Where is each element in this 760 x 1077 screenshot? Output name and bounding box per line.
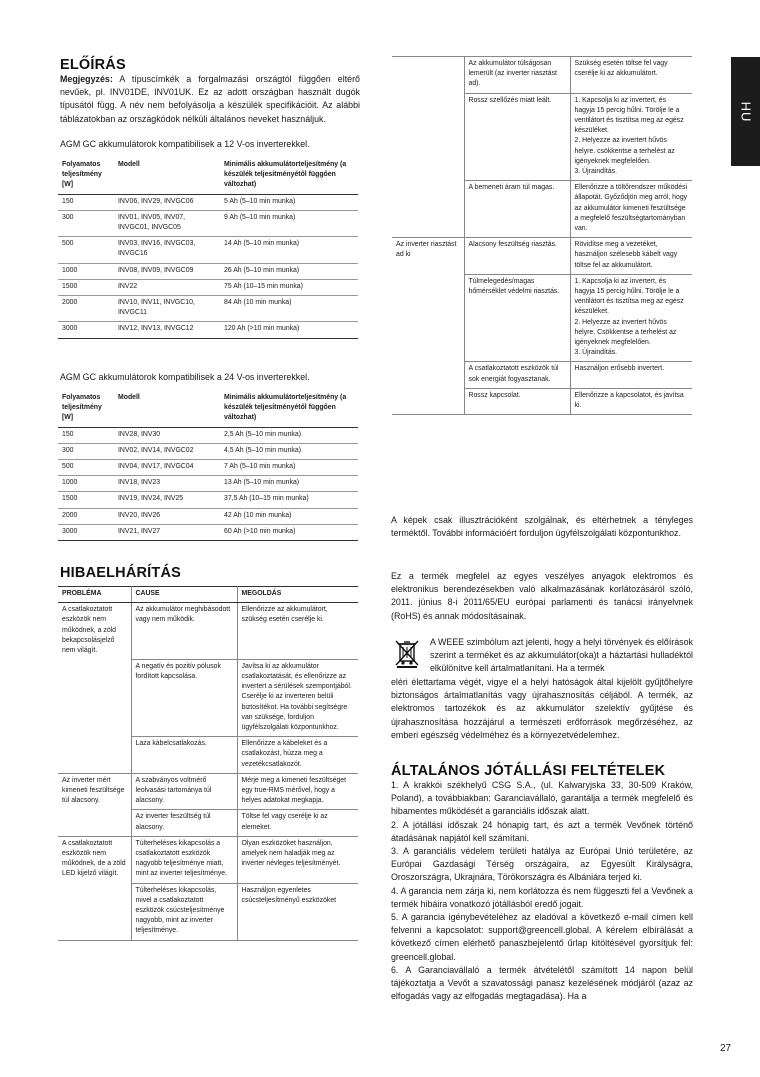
table-cell (392, 57, 464, 94)
illustration-note: A képek csak illusztrációként szolgálnak, és eltérhetnek a tényleges terméktől. További információért forduljon ügyfélszolgálati központunkhoz. (391, 515, 693, 539)
section-title-troubleshooting: HIBAELHÁRÍTÁS (60, 565, 182, 581)
section-title-specifications: ELŐÍRÁS (60, 57, 126, 73)
table-cell: 150 (58, 194, 114, 210)
table-row (58, 810, 358, 836)
table-cell: Az inverter riasztást ad ki (392, 238, 464, 275)
table-row (392, 362, 692, 388)
table-cell (58, 810, 131, 836)
table-cell: INV01, INV05, INV07, INVGC01, INVGC05 (114, 210, 220, 236)
table-cell: 13 Ah (5–10 min munka) (220, 476, 358, 492)
table-cell: 5 Ah (5–10 min munka) (220, 194, 358, 210)
table-cell: INV03, INV16, INVGC03, INVGC16 (114, 237, 220, 263)
weee-paragraph-rest: eléri élettartama végét, vigye el a helyi hatóságok által kijelölt gyűjtőhelyre biztonságos ártalmatlanítás vagy újrahasznosítás céljából. A termék, az elektromos tartozékok és az akkumulátor szelektív gyűjtése és újrahasznosítása hozzájárul a természeti erőforrások megőrzéséhez, az emberi egészség védelméhez és a környezetvédelemhez. (391, 677, 693, 740)
table-row (58, 492, 358, 508)
table-cell: 2000 (58, 508, 114, 524)
table-cell (58, 659, 131, 736)
table-row (392, 238, 692, 275)
agm12-caption: AGM GC akkumulátorok kompatibilisek a 12 V-os inverterekkel. (60, 139, 310, 149)
table-cell: Ellenőrizze a kábeleket és a csatlakozást, húzza meg a vezetékcsatlakozót. (237, 737, 358, 774)
table-cell: Rossz kapcsolat. (464, 388, 570, 414)
page-number: 27 (720, 1043, 732, 1054)
table-cell: 2000 (58, 296, 114, 322)
agm12-table (58, 158, 358, 339)
table-cell: Ellenőrizze a töltőrendszer működési állapotát. Győződjön meg arról, hogy az akkumulátor kimeneti feszültsége a megfelelő feszültségtartományban van. (570, 181, 692, 238)
table-cell: 2,5 Ah (5–10 min munka) (220, 427, 358, 443)
table-cell: INV04, INV17, INVGC04 (114, 460, 220, 476)
table-cell: 150 (58, 427, 114, 443)
table-cell: 84 Ah (10 min munka) (220, 296, 358, 322)
table-cell: INV21, INV27 (114, 524, 220, 540)
table-cell: INV22 (114, 279, 220, 295)
table-cell: 75 Ah (10–15 min munka) (220, 279, 358, 295)
table-row (58, 836, 358, 883)
table-row (58, 263, 358, 279)
table-cell: 26 Ah (5–10 min munka) (220, 263, 358, 279)
table-cell: 500 (58, 460, 114, 476)
note-text: A típuscímkék a forgalmazási országtól függően eltérő nevűek, pl. INV01DE, INV01UK. Ez az adott országban használt dugók típusától függ. A név nem befolyásolja a készülék specifikációit. Az alábbi táblázatokban az országkódok nélküli általános neveket használjuk. (60, 74, 360, 124)
rohs-paragraph: Ez a termék megfelel az egyes veszélyes anyagok elektromos és elektronikus berendezésekben való alkalmazásának korlátozásáról szóló, 2011. június 8-i 2011/65/EU európai parlamenti és tanácsi irányelvnek (RoHS) és annak módosításainak. (391, 571, 693, 621)
table-row (58, 524, 358, 540)
table-row (58, 476, 358, 492)
table-cell: Túlmelegedés/magas hőmérséklet védelmi riasztás. (464, 274, 570, 362)
table-cell (58, 737, 131, 774)
table-cell (58, 883, 131, 940)
table-row (58, 279, 358, 295)
table-cell: 300 (58, 443, 114, 459)
table-cell: INV02, INV14, INVGC02 (114, 443, 220, 459)
troubleshooting-table (58, 586, 358, 941)
table-cell: Az inverter feszültség túl alacsony. (131, 810, 237, 836)
table-cell: 500 (58, 237, 114, 263)
note-label: Megjegyzés: (60, 74, 113, 84)
table-row (58, 737, 358, 774)
table-cell: Az akkumulátor meghibásodott vagy nem működik. (131, 603, 237, 660)
table-row (58, 508, 358, 524)
header-model: Modell (114, 158, 220, 194)
table-cell: Használjon erősebb invertert. (570, 362, 692, 388)
warranty-text: 1. A krakkói székhelyű CSG S.A., (ul. Kalwaryjska 33, 30-509 Kraków, Poland), a továbbiakban: Garanciavállaló, garantálja a termék megfelelő és hibamentes működését a garanciális időszak alatt. 2. A jótállási időszak 24 hónapig tart, és azt a termék Vevőnek történő átadásának napjától kell számítani. 3. A garanciális védelem területi hatálya az Európai Unió területére, az Európai Gazdasági Térség országaira, az Egyesült Királyságra, Oroszországra, Ukrajnára, Törökországra és Albániára terjed ki. 4. A garancia nem zárja ki, nem korlátozza és nem függeszti fel a Vevőnek a termék hibáira vonatkozó jótállásból eredő jogait. 5. A garancia igénybevételéhez az eladóval a következő e-mail címen kell felvenni a kapcsolatot: support@greencell.global. A kérelem elbírálását a következő címen elérhető panaszbejelentő űrlap kitöltésével gyorsítjuk fel: greencell.global. 6. A Garanciavállaló a termék átvételétől számított 14 napon belül tájékoztatja a Vevőt a szavatossági panasz kezelésének módjáról (azaz az elfogadás vagy az elfogadás megtagadása). Ha a (391, 780, 693, 1002)
table-cell: 1. Kapcsolja ki az invertert, és hagyja 15 percig hűlni. Törölje le a ventilátort és tisztítsa meg az egész készüléket. 2. Helyezze az invertert hűvös helyre. Csökkentse a terhelést az igényeknek megfelelően. 3. Újraindítás. (570, 274, 692, 362)
troubleshooting-table-continued (392, 56, 692, 415)
weee-paragraph-first: A WEEE szimbólum azt jelenti, hogy a helyi törvények és előírások szerint a terméket és az akkumulátor(oka)t a háztartási hulladéktól elkülönítve kell ártalmatlanítani. Ha a termék (430, 637, 693, 674)
table-row (392, 57, 692, 94)
section-title-warranty: ÁLTALÁNOS JÓTÁLLÁSI FELTÉTELEK (391, 763, 666, 779)
table-cell: Alacsony feszültség riasztás. (464, 238, 570, 275)
header-power: Folyamatos teljesítmény [W] (58, 391, 114, 427)
table-cell: Szükség esetén töltse fel vagy cserélje ki az akkumulátort. (570, 57, 692, 94)
table-cell: 300 (58, 210, 114, 236)
table-row (58, 237, 358, 263)
table-row (58, 603, 358, 660)
header-min-battery: Minimális akkumulátorteljesítmény (a készülék teljesítményétől függően változhat) (220, 158, 358, 194)
table-cell: INV18, INV23 (114, 476, 220, 492)
header-problem: PROBLÉMA (58, 587, 131, 603)
table-cell: Az akkumulátor túlságosan lemerült (az inverter riasztást ad). (464, 57, 570, 94)
table-cell: 37,5 Ah (10–15 min munka) (220, 492, 358, 508)
table-cell: A negatív és pozitív pólusok fordított kapcsolása. (131, 659, 237, 736)
table-cell (392, 93, 464, 181)
table-row (58, 883, 358, 940)
language-tab (731, 57, 760, 166)
table-cell: 1500 (58, 279, 114, 295)
table-cell: Használjon egyenletes csúcsteljesítményű eszközöket (237, 883, 358, 940)
table-cell: 1000 (58, 476, 114, 492)
table-cell: INV10, INV11, INVGC10, INVGC11 (114, 296, 220, 322)
table-cell: Töltse fel vagy cserélje ki az elemeket. (237, 810, 358, 836)
table-cell: INV20, INV26 (114, 508, 220, 524)
table-cell: INV06, INV29, INVGC06 (114, 194, 220, 210)
header-cause: CAUSE (131, 587, 237, 603)
header-solution: MEGOLDÁS (237, 587, 358, 603)
table-row (58, 659, 358, 736)
agm24-caption: AGM GC akkumulátorok kompatibilisek a 24 V-os inverterekkel. (60, 372, 310, 382)
header-power: Folyamatos teljesítmény [W] (58, 158, 114, 194)
table-row (58, 460, 358, 476)
note-paragraph (60, 73, 360, 126)
table-cell: Túlterheléses kikapcsolás a csatlakoztatott eszközök nagyobb teljesítménye miatt, mint az inverter teljesítménye. (131, 836, 237, 883)
table-cell: Rossz szellőzés miatt leált. (464, 93, 570, 181)
table-cell: 120 Ah (>10 min munka) (220, 322, 358, 338)
table-cell: Laza kábelcsatlakozás. (131, 737, 237, 774)
table-cell: Ellenőrizze az akkumulátort, szükség esetén cserélje ki. (237, 603, 358, 660)
table-row (58, 322, 358, 338)
table-cell: Mérje meg a kimeneti feszültséget egy true-RMS mérővel, hogy a helyes adatokat megkapja. (237, 773, 358, 810)
table-row (392, 388, 692, 414)
table-cell: Rövidítse meg a vezetéket, használjon szélesebb kábelt vagy töltse fel az akkumulátort. (570, 238, 692, 275)
table-row (392, 181, 692, 238)
table-cell: INV08, INV09, INVGC09 (114, 263, 220, 279)
table-cell: 3000 (58, 322, 114, 338)
table-cell: 3000 (58, 524, 114, 540)
table-row (58, 194, 358, 210)
table-cell: A szabványos voltmérő leolvasási tartománya túl alacsony. (131, 773, 237, 810)
table-cell: 1. Kapcsolja ki az invertert, és hagyja 15 percig hűlni. Törölje le a ventilátort és tisztítsa meg az egész készüléket. 2. Helyezze az invertert hűvös helyre. csökkentse a terhelést az igényeknek megfelelően. 3. Újraindítás. (570, 93, 692, 181)
table-row (58, 443, 358, 459)
table-cell: Javítsa ki az akkumulátor csatlakoztatását, és ellenőrizze az invertert a sérülések szempontjából. Cserélje ki az inverteren belüli biztosítékot. Ha további segítségre van szüksége, forduljon ügyfélszolgálati központunkhoz. (237, 659, 358, 736)
table-cell: 14 Ah (5–10 min munka) (220, 237, 358, 263)
table-cell: Az inverter mért kimeneti feszültsége túl alacsony. (58, 773, 131, 810)
table-cell: Olyan eszközöket használjon, amelyek nem haladják meg az inverter névleges teljesítményét. (237, 836, 358, 883)
table-row (58, 296, 358, 322)
table-cell: 60 Ah (>10 min munka) (220, 524, 358, 540)
table-cell: A bemeneti áram túl magas. (464, 181, 570, 238)
table-cell: 42 Ah (10 min munka) (220, 508, 358, 524)
table-cell: A csatlakoztatott eszközök túl sok energiát fogyasztanak. (464, 362, 570, 388)
table-cell (392, 274, 464, 362)
table-cell: 1000 (58, 263, 114, 279)
table-row (58, 773, 358, 810)
table-cell: INV19, INV24, INV25 (114, 492, 220, 508)
table-row (392, 274, 692, 362)
table-cell (392, 362, 464, 388)
table-cell: 9 Ah (5–10 min munka) (220, 210, 358, 236)
agm24-table (58, 391, 358, 541)
table-cell: INV12, INV13, INVGC12 (114, 322, 220, 338)
table-row (392, 93, 692, 181)
table-row (58, 210, 358, 236)
table-cell: 1500 (58, 492, 114, 508)
table-cell: Ellenőrizze a kapcsolatot, és javítsa ki. (570, 388, 692, 414)
table-cell (392, 181, 464, 238)
table-cell: INV28, INV30 (114, 427, 220, 443)
header-model: Modell (114, 391, 220, 427)
weee-crossed-bin-icon (394, 638, 420, 668)
table-cell: 7 Ah (5–10 min munka) (220, 460, 358, 476)
table-cell (392, 388, 464, 414)
table-cell: 4,5 Ah (5–10 min munka) (220, 443, 358, 459)
language-tab-label: HU (738, 101, 753, 122)
table-cell: A csatlakoztatott eszközök nem működnek, de a zöld LED kijelző világít. (58, 836, 131, 883)
header-min-battery: Minimális akkumulátorteljesítmény (a készülék teljesítményétől függően változhat) (220, 391, 358, 427)
table-cell: A csatlakoztatott eszközök nem működnek, a zöld bekapcsolásjelző nem világít. (58, 603, 131, 660)
table-cell: Túlterheléses kikapcsolás, mivel a csatlakoztatott eszközök csúcsteljesítménye nagyobb, mint az inverter teljesítménye. (131, 883, 237, 940)
table-row (58, 427, 358, 443)
